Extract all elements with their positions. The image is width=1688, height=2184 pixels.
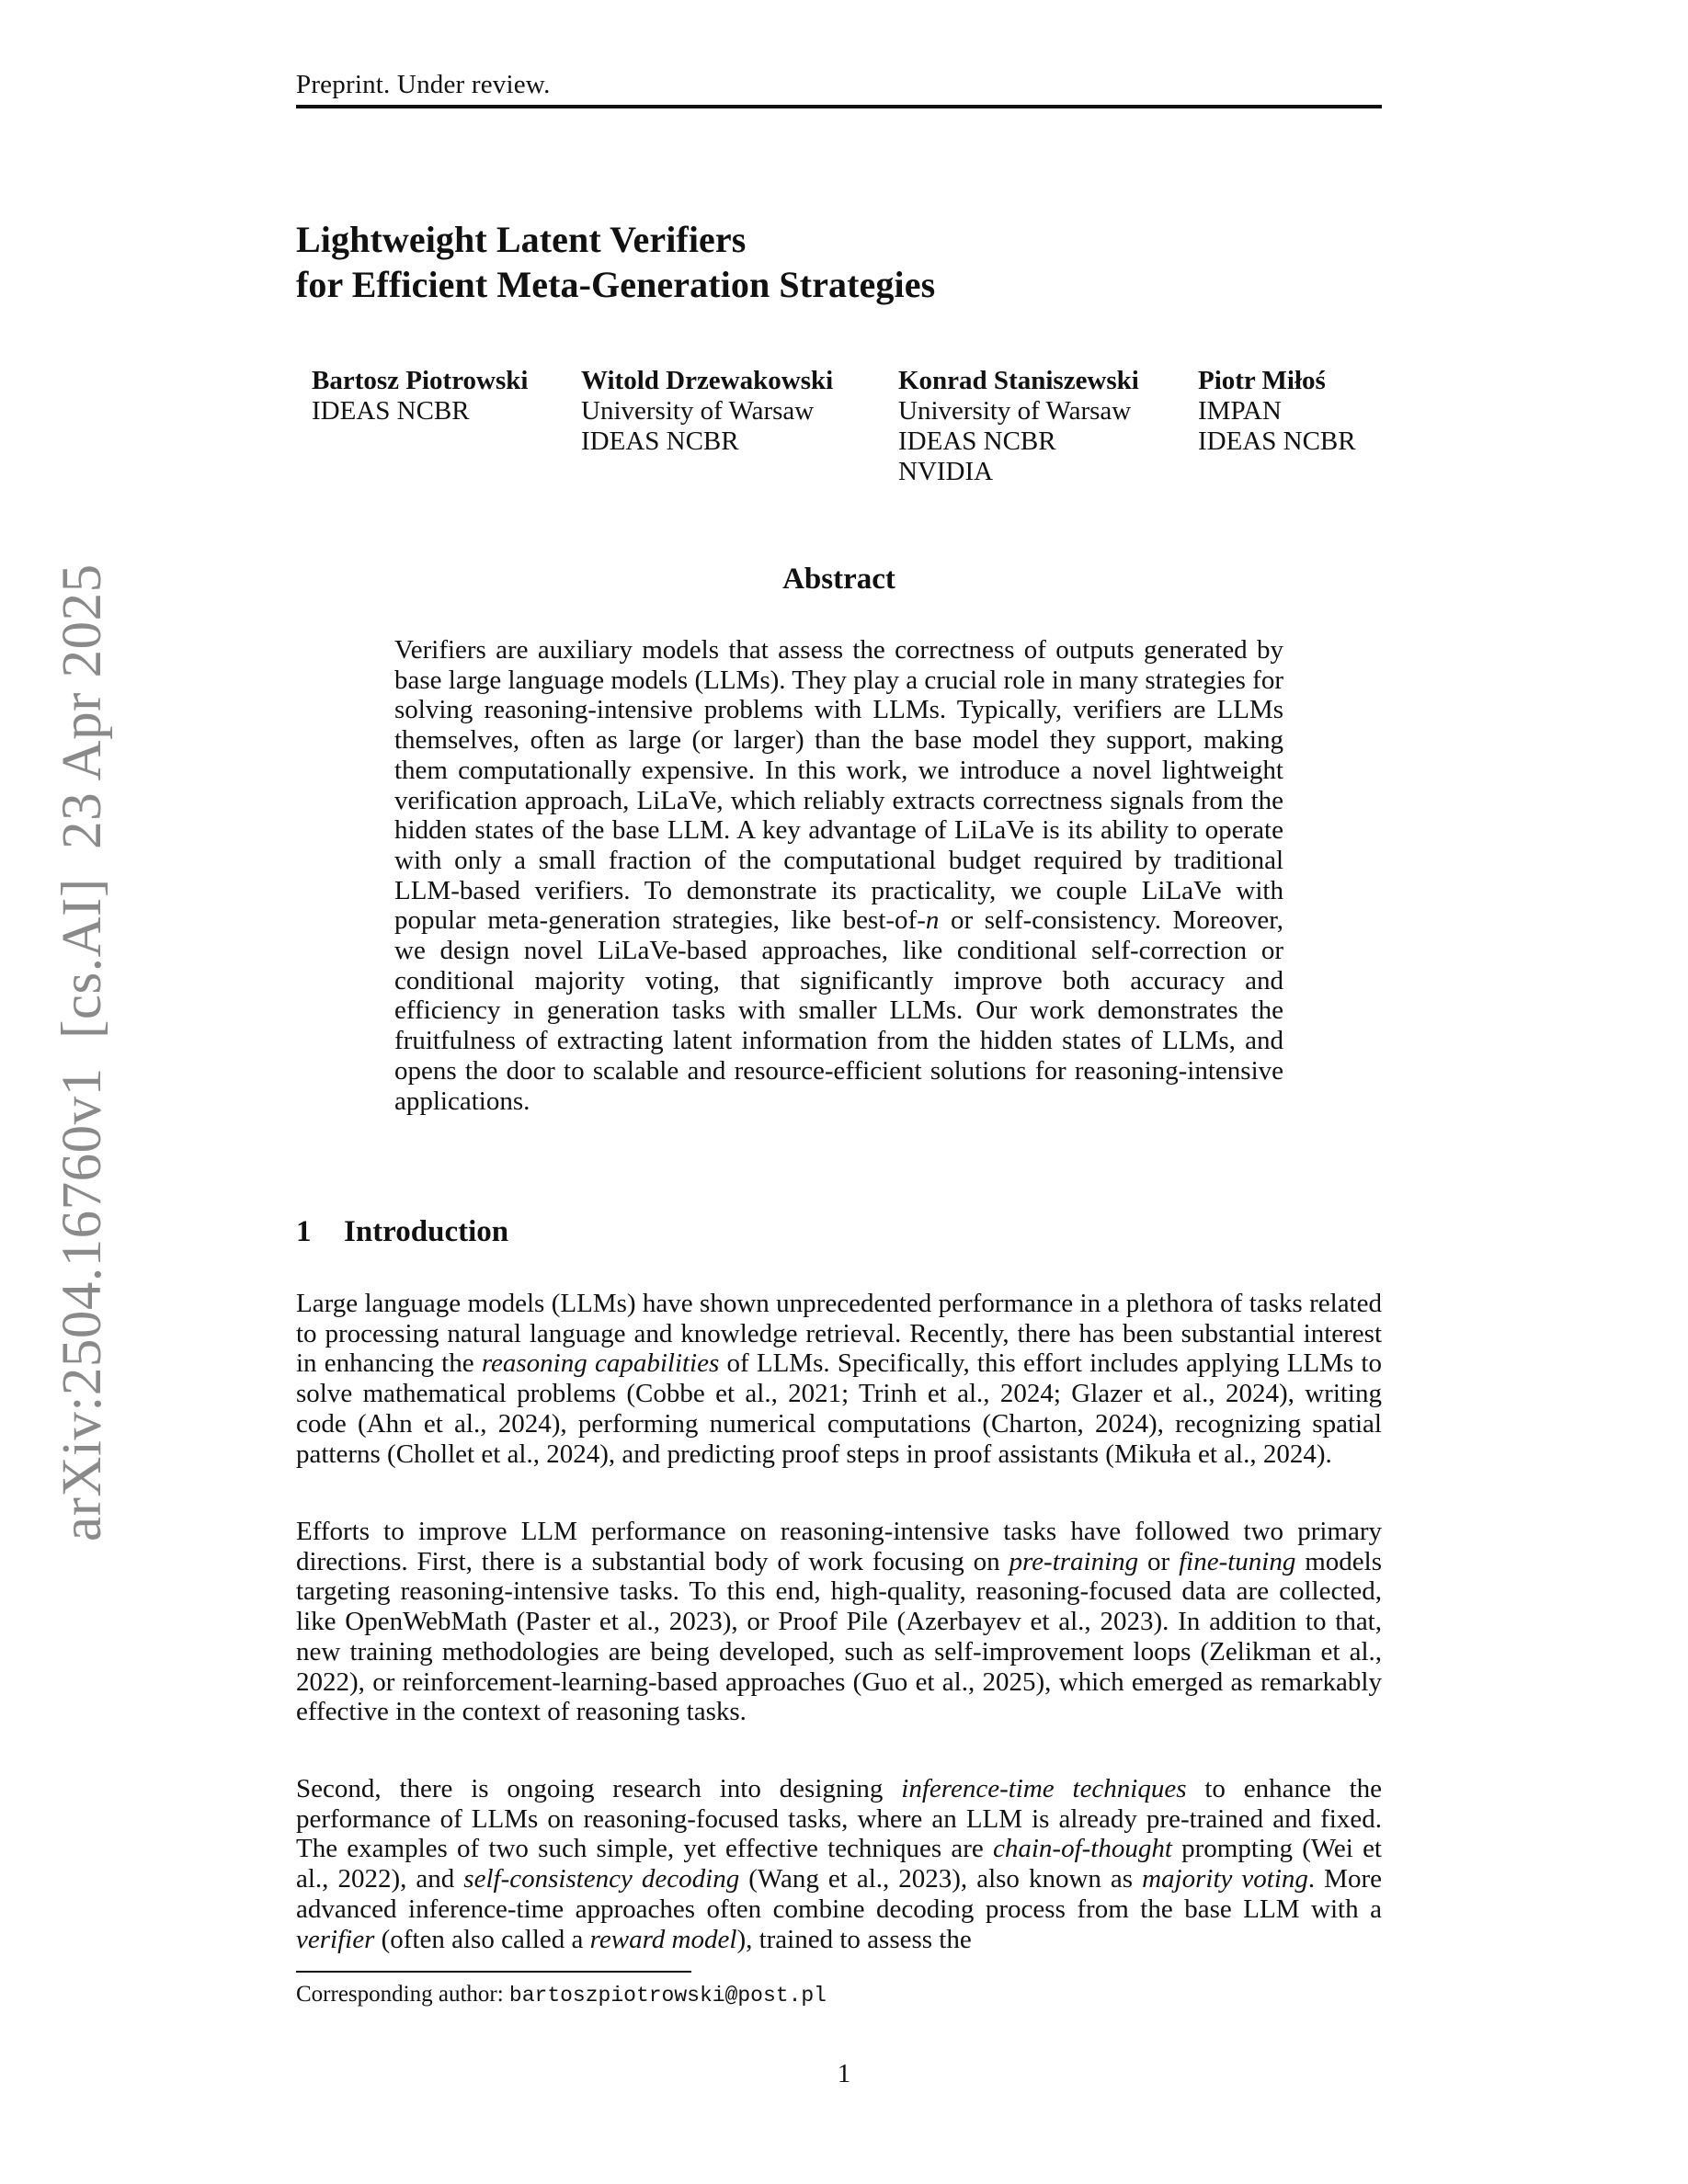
- text-run: or: [1138, 1546, 1180, 1576]
- abstract-italic-n: n: [925, 905, 940, 936]
- emphasis: pre-training: [1009, 1546, 1139, 1576]
- section-number: 1: [296, 1215, 312, 1248]
- author-affiliation: IDEAS NCBR: [312, 396, 470, 426]
- author-block-3: [898, 366, 1139, 487]
- section-title: Introduction: [344, 1215, 509, 1248]
- text-run: of LLMs. Specifically, this effort includes applying LLMs to solve mathematical problems (Cobbe et al., 2021; Trinh et al., 2024; Glazer et al., 2024), writing code (Ahn et al., 2024), performing numerical computations (Charton, 2024), recognizing spatial patterns (Chollet et al., 2024), and predicting proof steps in proof assistants (Mikuła et al., 2024).: [296, 1348, 1382, 1469]
- text-run: to enhance the performance of LLMs on reasoning-focused tasks, where an LLM is already pre-trained and fixed. The examples of two such simple, yet effective techniques are: [296, 1774, 1382, 1864]
- abstract-heading: Abstract: [782, 563, 895, 596]
- arxiv-identifier-stamp: arXiv:2504.16760v1 [cs.AI] 23 Apr 2025: [51, 563, 113, 1541]
- author-affiliation: IMPAN: [1198, 396, 1282, 426]
- author-block-1: [312, 366, 528, 427]
- author-block-2: [581, 366, 833, 457]
- footnote-rule: [296, 1971, 691, 1973]
- emphasis: self-consistency decoding: [463, 1864, 740, 1894]
- abstract-text-part: or self-consistency. Moreover, we design novel LiLaVe-based approaches, like conditional self-correction or conditional majority voting, that significantly improve both accuracy and efficiency in generation tasks with smaller LLMs. Our work demonstrates the fruitfulness of extracting latent information from the hidden states of LLMs, and opens the door to scalable and resource-efficient solutions for reasoning-intensive applications.: [394, 905, 1283, 1116]
- section-heading-introduction: [296, 1215, 508, 1249]
- author-affiliation: IDEAS NCBR: [1198, 427, 1356, 456]
- title-line-2: for Efficient Meta-Generation Strategies: [296, 264, 936, 305]
- title-line-1: Lightweight Latent Verifiers: [296, 219, 747, 260]
- author-affiliation: University of Warsaw: [581, 396, 815, 426]
- abstract-text-part: Verifiers are auxiliary models that assess the correctness of outputs generated by base large language models (LLMs). They play a crucial role in many strategies for solving reasoning-intensive problems with LLMs. Typically, verifiers are LLMs themselves, often as large (or larger) than the base model they support, making them computationally expensive. In this work, we introduce a novel lightweight verification approach, LiLaVe, which reliably extracts correctness signals from the hidden states of the base LLM. A key advantage of LiLaVe is its ability to operate with only a small fraction of the computational budget required by traditional LLM-based verifiers. To demonstrate its practicality, we couple LiLaVe with popular meta-generation strategies, like best-of-: [394, 635, 1283, 936]
- paper-title: [296, 217, 935, 307]
- text-run: (often also called a: [374, 1924, 590, 1954]
- emphasis: reasoning capabilities: [481, 1348, 720, 1379]
- footnote-label: Corresponding author:: [296, 1982, 509, 2007]
- abstract-text: [394, 635, 1283, 1116]
- emphasis: fine-tuning: [1179, 1546, 1296, 1576]
- running-header: Preprint. Under review.: [296, 70, 551, 99]
- text-run: . More advanced inference-time approaches often combine decoding process from the base LLM with a: [296, 1864, 1382, 1924]
- author-affiliation: IDEAS NCBR: [898, 427, 1056, 456]
- intro-paragraph-2: [296, 1517, 1382, 1727]
- author-name: Konrad Staniszewski: [898, 366, 1139, 395]
- intro-paragraph-1: [296, 1289, 1382, 1469]
- text-run: Second, there is ongoing research into designing: [296, 1774, 902, 1803]
- author-name: Bartosz Piotrowski: [312, 366, 529, 395]
- corresponding-author-email: bartoszpiotrowski@post.pl: [508, 1984, 827, 2008]
- author-affiliation: University of Warsaw: [898, 396, 1132, 426]
- emphasis: reward model: [589, 1924, 737, 1954]
- author-affiliation: IDEAS NCBR: [581, 427, 739, 456]
- text-run: (Wang et al., 2023), also known as: [739, 1864, 1143, 1894]
- text-run: ), trained to assess the: [736, 1924, 972, 1954]
- author-name: Piotr Miłoś: [1198, 366, 1326, 395]
- author-affiliation: NVIDIA: [898, 457, 994, 486]
- header-rule: [296, 105, 1382, 108]
- emphasis: inference-time techniques: [901, 1774, 1187, 1803]
- emphasis: verifier: [296, 1924, 375, 1954]
- text-run: Large language models (LLMs) have shown unprecedented performance in a plethora of tasks related to processing natural language and knowledge retrieval. Recently, there has been substantial interest in enhancing the: [296, 1289, 1382, 1379]
- emphasis: chain-of-thought: [993, 1834, 1172, 1864]
- emphasis: majority voting: [1142, 1864, 1308, 1894]
- author-block-4: [1198, 366, 1356, 457]
- text-run: models targeting reasoning-intensive tasks. To this end, high-quality, reasoning-focused data are collected, like OpenWebMath (Paster et al., 2023), or Proof Pile (Azerbayev et al., 2023). In addition to that, new training methodologies are being developed, such as self-improvement loops (Zelikman et al., 2022), or reinforcement-learning-based approaches (Guo et al., 2025), which emerged as remarkably effective in the context of reasoning tasks.: [296, 1546, 1382, 1727]
- intro-paragraph-3: [296, 1774, 1382, 1954]
- page-number: 1: [837, 2059, 851, 2088]
- text-run: prompting (Wei et al., 2022), and: [296, 1834, 1382, 1894]
- author-name: Witold Drzewakowski: [581, 366, 834, 395]
- text-run: Efforts to improve LLM performance on reasoning-intensive tasks have followed two primary directions. First, there is a substantial body of work focusing on: [296, 1517, 1382, 1576]
- footnote: [296, 1982, 827, 2008]
